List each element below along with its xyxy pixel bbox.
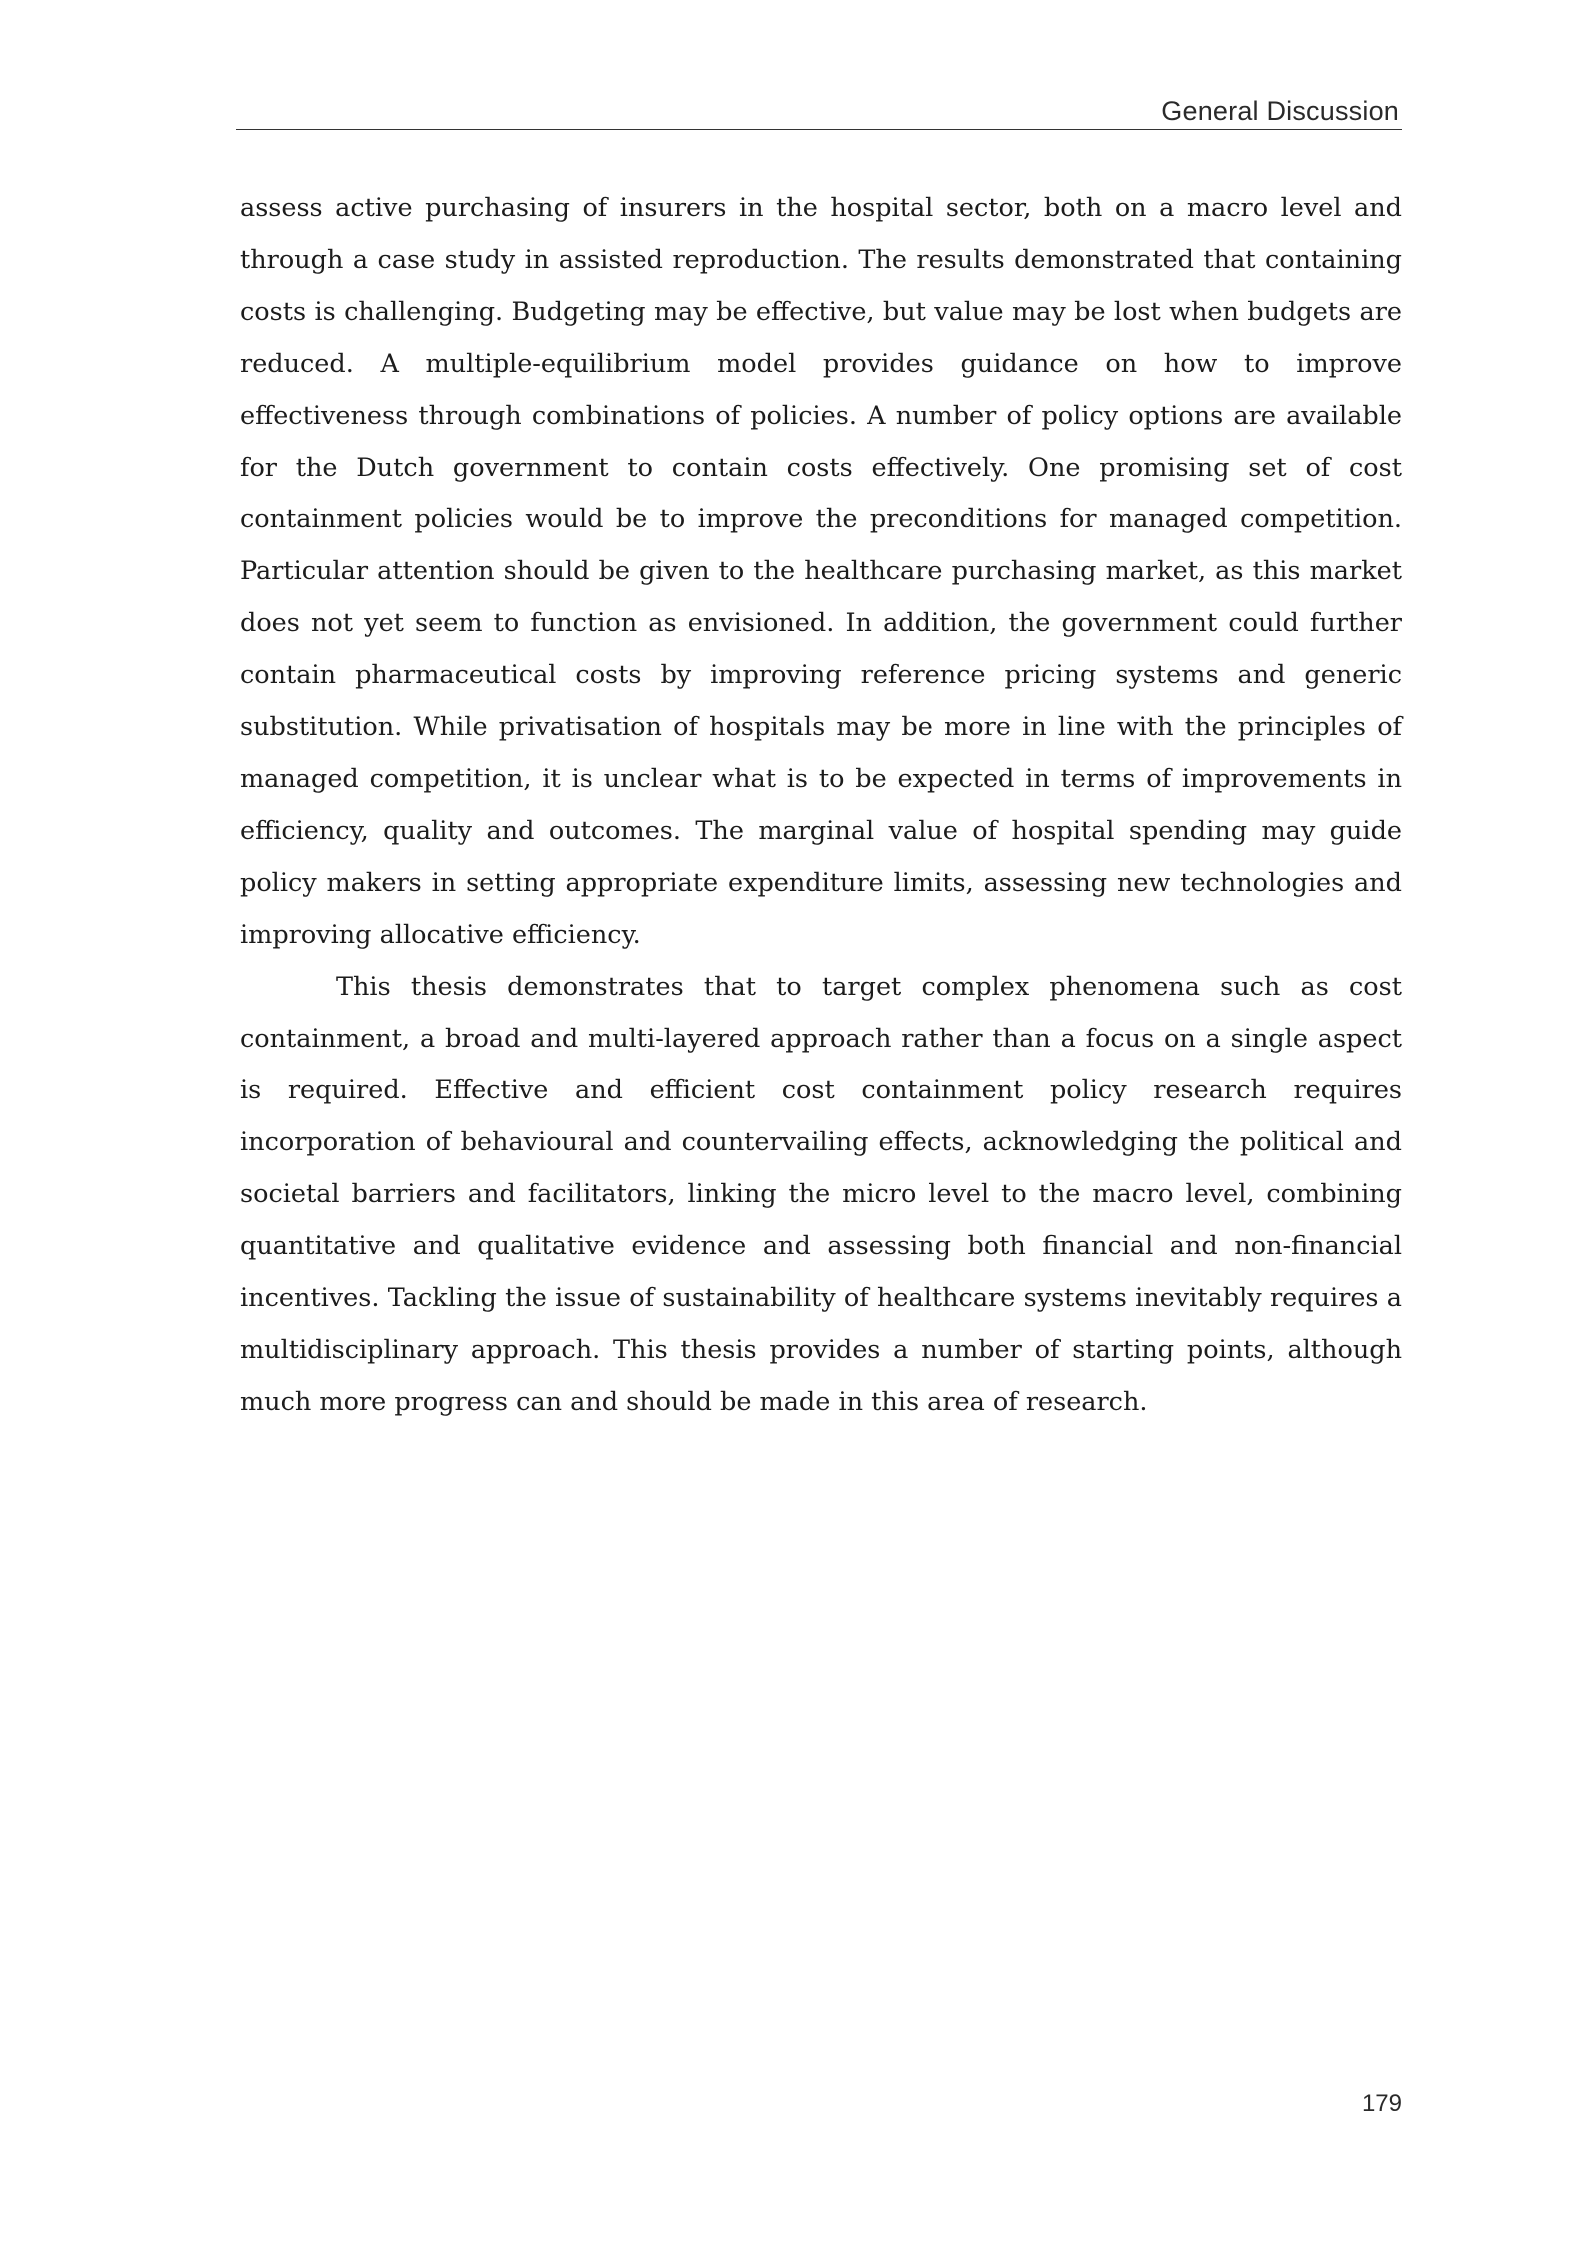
running-header (236, 90, 1402, 130)
running-header-title: General Discussion (1161, 96, 1399, 126)
paragraph: This thesis demonstrates that to target complex phenomena such as cost containment, a broad and multi-layered approach rather than a focus on a single aspect is required. Effective and efficient cost containment policy research requires incorporation of behavioural and countervailing effects, acknowledging the political and societal barriers and facilitators, linking the micro level to the macro level, combining quantitative and qualitative evidence and assessing both financial and non-financial incentives. Tackling the issue of sustainability of healthcare systems inevitably requires a multidisciplinary approach. This thesis provides a number of starting points, although much more progress can and should be made in this area of research. (240, 971, 1402, 1417)
paragraph: assess active purchasing of insurers in the hospital sector, both on a macro level and through a case study in assisted reproduction. The results demonstrated that containing costs is challenging. Budgeting may be effective, but value may be lost when budgets are reduced. A multiple-equilibrium model provides guidance on how to improve effectiveness through combinations of policies. A number of policy options are available for the Dutch government to contain costs effectively. One promising set of cost containment policies would be to improve the preconditions for managed competition. Particular attention should be given to the healthcare purchasing market, as this market does not yet seem to function as envisioned. In addition, the government could further contain pharmaceutical costs by improving reference pricing systems and generic substitution. While privatisation of hospitals may be more in line with the principles of managed competition, it is unclear what is to be expected in terms of improvements in efficiency, quality and outcomes. The marginal value of hospital spending may guide policy makers in setting appropriate expenditure limits, assessing new technologies and improving allocative efficiency. (240, 193, 1402, 950)
body-text (240, 183, 1402, 1429)
page-number: 179 (1361, 2090, 1402, 2117)
